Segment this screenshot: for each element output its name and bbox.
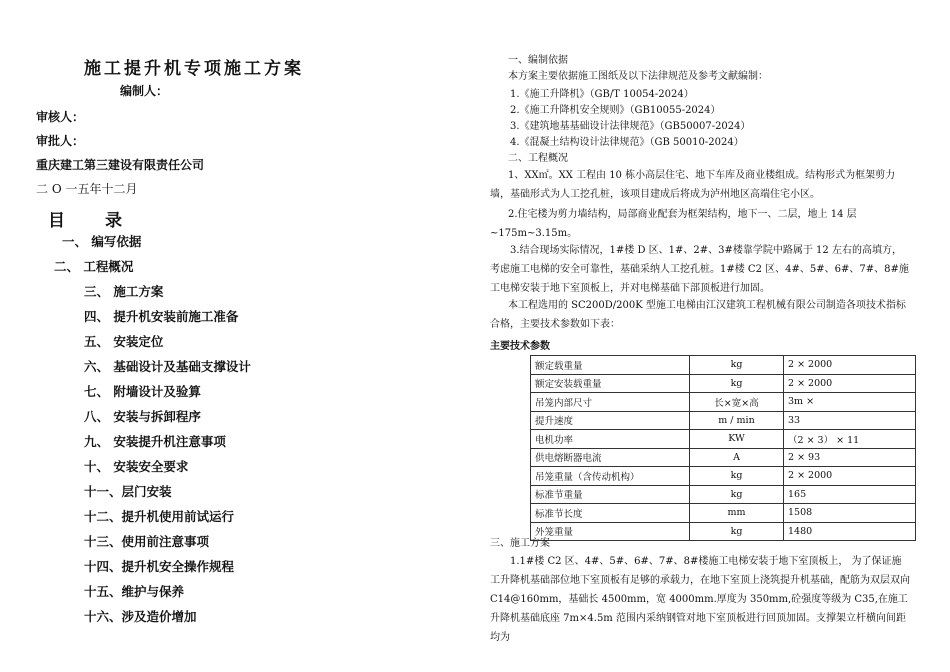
toc-heading (48, 206, 122, 231)
param-name: 吊笼重量（含传动机构） (531, 467, 690, 486)
param-name: 提升速度 (531, 411, 690, 430)
param-value: （2 × 3） × 11 (784, 430, 916, 449)
param-name: 电机功率 (531, 430, 690, 449)
table-row (531, 374, 916, 393)
table-row (531, 485, 916, 504)
technical-parameters-table (530, 355, 916, 541)
table-row (531, 522, 916, 541)
param-unit: 长×宽×高 (690, 393, 784, 412)
left-page (0, 0, 470, 672)
section-2-title: 二、工程概况 (508, 153, 568, 164)
document-title: 施工提升机专项施工方案 (84, 59, 304, 79)
toc-item[interactable]: 十二、提升机使用前试运行 (84, 509, 235, 524)
param-unit: A (690, 448, 784, 467)
paragraph-5: 1.1#楼 C2 区、4#、5#、6#、7#、8#楼施工电梯安装于地下室顶板上， 为了保证施工升降机基础部位地下室顶板有足够的承载力，在地下室顶上浇筑提升机基础，配筋为双层双向 C14@160mm，基础长 4500mm，宽 4000mm.厚度为 350mm,砼强度等级为 C35,在施工升降机基础底座 7m×4.5m 范围内采纳钢管对地下室顶板进行回顶加固。支撑架立杆横向间距均为 (490, 556, 910, 643)
toc-item[interactable]: 七、 附墙设计及验算 (84, 384, 201, 399)
reference-item: 4.《混凝土结构设计法律规范》（GB 50010-2024） (510, 137, 744, 148)
param-name: 标准节重量 (531, 485, 690, 504)
section-3-title: 三、施工方案 (490, 538, 550, 549)
toc-item[interactable]: 十六、涉及造价增加 (84, 609, 197, 624)
toc-heading-char-2: 录 (105, 211, 122, 231)
table-row (531, 448, 916, 467)
param-unit: kg (690, 356, 784, 375)
toc-item[interactable]: 十三、使用前注意事项 (84, 534, 210, 549)
reference-item: 2.《施工升降机安全规则》（GB10055-2024） (510, 105, 721, 116)
param-value: 2 × 93 (784, 448, 916, 467)
param-name: 额定安装载重量 (531, 374, 690, 393)
toc-item[interactable]: 六、 基础设计及基础支撑设计 (84, 359, 251, 374)
param-value: 1480 (784, 522, 916, 541)
table-row (531, 356, 916, 375)
param-name: 吊笼内部尺寸 (531, 393, 690, 412)
reviewer-label: 审核人： (36, 110, 85, 124)
reference-item: 3.《建筑地基基础设计法律规范》（GB50007-2024） (510, 121, 751, 132)
table-title: 主要技术参数 (490, 341, 550, 352)
paragraph-2: 2.住宅楼为剪力墙结构，局部商业配套为框架结构，地下一、二层，地上 14 层~175m~3.15m。 (490, 209, 857, 239)
table-row (531, 411, 916, 430)
toc-item[interactable]: 二、 工程概况 (54, 259, 134, 274)
compiler-label: 编制人： (120, 84, 169, 98)
param-value: 33 (784, 411, 916, 430)
param-unit: KW (690, 430, 784, 449)
table-row (531, 504, 916, 523)
param-unit: kg (690, 374, 784, 393)
table-row (531, 430, 916, 449)
param-value: 3m × (784, 393, 916, 412)
section-1-title: 一、编制依据 (508, 55, 568, 66)
reference-item: 1.《施工升降机》（GB/T 10054-2024） (510, 89, 694, 100)
param-unit: mm (690, 504, 784, 523)
param-unit: kg (690, 485, 784, 504)
toc-item[interactable]: 九、 安装提升机注意事项 (84, 434, 226, 449)
toc-item[interactable]: 十五、维护与保养 (84, 584, 185, 599)
param-value: 2 × 2000 (784, 467, 916, 486)
param-name: 外笼重量 (531, 522, 690, 541)
toc-item[interactable]: 四、 提升机安装前施工准备 (84, 309, 239, 324)
toc-item[interactable]: 八、 安装与拆卸程序 (84, 409, 201, 424)
toc-heading-char-1: 目 (48, 211, 65, 231)
param-name: 额定载重量 (531, 356, 690, 375)
section-1-intro: 本方案主要依据施工图纸及以下法律规范及参考文献编制： (508, 71, 768, 82)
document-date: 二 O 一五年十二月 (36, 182, 138, 196)
toc-item[interactable]: 一、 编写依据 (62, 234, 142, 249)
table-row (531, 393, 916, 412)
toc-item[interactable]: 三、 施工方案 (84, 284, 164, 299)
paragraph-1: 1、XX㎡。XX 工程由 10 栋小高层住宅、地下车库及商业楼组成。结构形式为框架剪力墙，基础形式为人工挖孔桩，该项目建成后将成为泸州地区高端住宅小区。 (490, 170, 896, 200)
approver-label: 审批人： (36, 134, 85, 148)
paragraph-3: 3.结合现场实际情况，1#楼 D 区、1#、2#、3#楼靠学院中路属于 12 左右的高填方，考虑施工电梯的安全可靠性，基础采纳人工挖孔桩。1#楼 C2 区、4#、5#、6#、7#、8#施工电梯安装于地下室顶板上，并对电梯基础下部顶板进行加固。 (490, 245, 909, 294)
toc-item[interactable]: 十、 安装安全要求 (84, 459, 189, 474)
toc-item[interactable]: 五、 安装定位 (84, 334, 164, 349)
param-name: 供电熔断器电流 (531, 448, 690, 467)
toc-item[interactable]: 十一、层门安装 (84, 484, 172, 499)
company-name: 重庆建工第三建设有限责任公司 (36, 158, 205, 172)
param-value: 1508 (784, 504, 916, 523)
param-value: 165 (784, 485, 916, 504)
toc-item[interactable]: 十四、提升机安全操作规程 (84, 559, 235, 574)
table-row (531, 467, 916, 486)
param-unit: kg (690, 467, 784, 486)
param-value: 2 × 2000 (784, 374, 916, 393)
param-unit: m / min (690, 411, 784, 430)
param-name: 标准节长度 (531, 504, 690, 523)
param-value: 2 × 2000 (784, 356, 916, 375)
paragraph-4: 本工程选用的 SC200D/200K 型施工电梯由江汉建筑工程机械有限公司制造各项技术指标合格，主要技术参数如下表： (490, 300, 906, 330)
param-unit: kg (690, 522, 784, 541)
